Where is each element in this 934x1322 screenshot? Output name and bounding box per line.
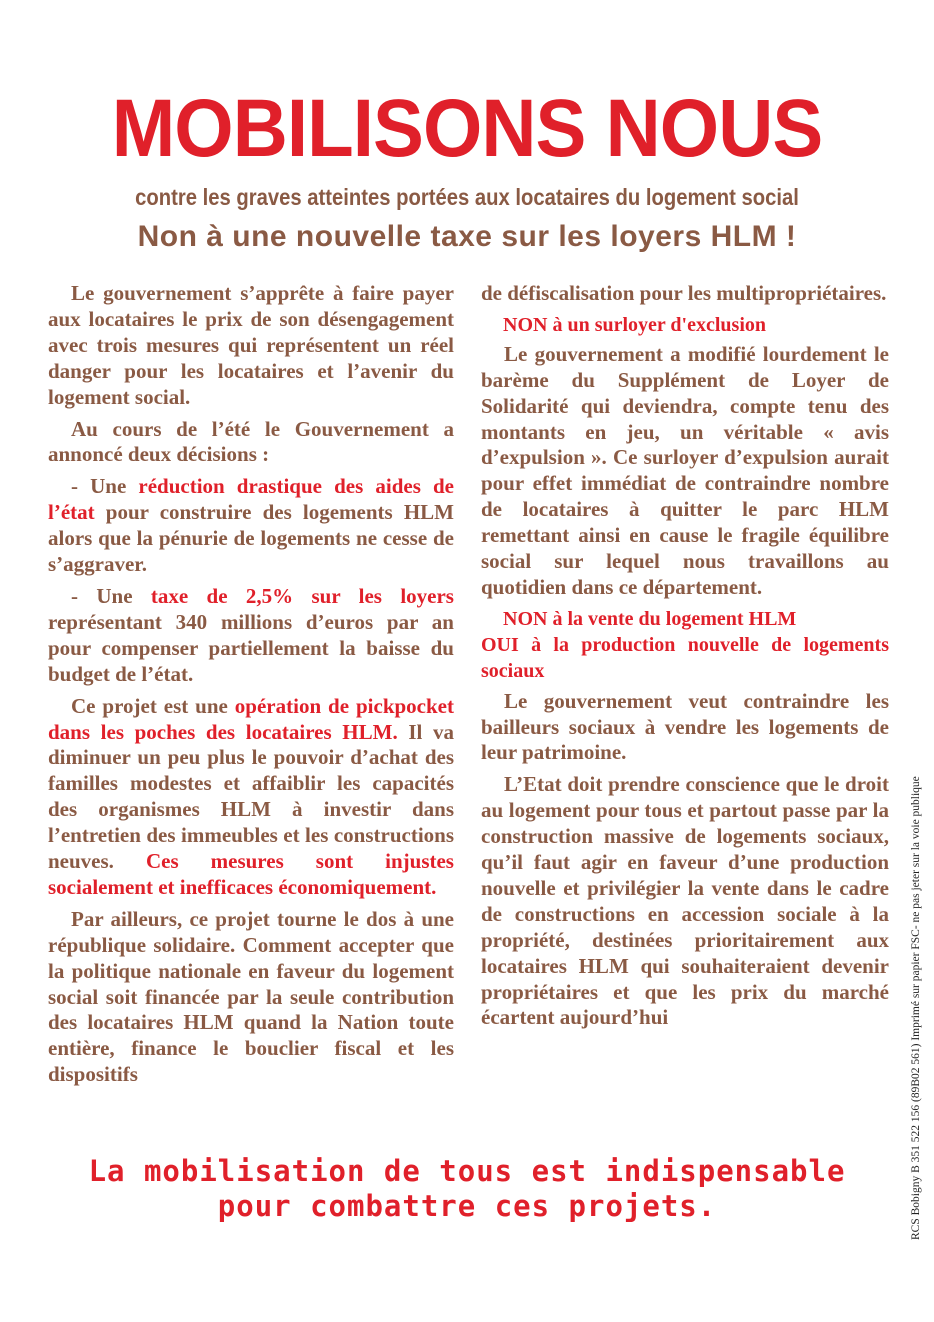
- legal-side-note: RCS Bobigny B 351 522 156 (89B02 561) Imprimé sur papier FSC- ne pas jeter sur la voie publique: [910, 776, 922, 1240]
- project-paragraph: Ce projet est une opération de pickpocket dans les poches des locataires HLM. Il va diminuer un peu plus le pouvoir d’achat des familles modestes et affaiblir les capacités des organismes HLM à investir dans l’entretien des immeubles et les constructions neuves. Ces mesures sont injustes socialement et inefficaces économiquement.: [48, 693, 454, 899]
- measure-1-highlight: réduction drastique des aides de l’état: [48, 474, 454, 525]
- surloyer-heading: NON à un surloyer d'exclusion: [503, 313, 766, 336]
- footer-line-1: La mobilisation de tous est indispensable: [88, 1154, 846, 1188]
- footer-call-to-action: [0, 1154, 934, 1224]
- measure-1-paragraph: - Une réduction drastique des aides de l’état pour construire des logements HLM alors que la pénurie de logements ne cesse de s’aggraver.: [48, 474, 454, 577]
- pickpocket-highlight: opération de pickpocket dans les poches des locataires HLM.: [48, 693, 454, 744]
- surloyer-paragraph: Le gouvernement a modifié lourdement le barème du Supplément de Loyer de Solidarité qui deviendra, compte tenu des montants en jeu, un véritable « avis d’expulsion ». Ce surloyer d’expulsion aurait pour effet immédiat de contraindre nombre de locataires à quitter le parc HLM remettant ainsi en cause le fragile équilibre social sur lequel nous travaillons au quotidien dans ce département.: [481, 341, 889, 599]
- right-column: [481, 281, 889, 1037]
- page-title: MOBILISONS NOUS: [111, 83, 823, 174]
- footer-line-2: pour combattre ces projets.: [217, 1189, 717, 1223]
- left-column: [48, 281, 454, 1094]
- subtitle: contre les graves atteintes portées aux locataires du logement social: [135, 184, 799, 210]
- intro-paragraph: Le gouvernement s’apprête à faire payer aux locataires le prix de son désengagement avec trois mesures qui représentent un réel danger pour les locataires et l’avenir du logement social.: [48, 281, 454, 409]
- vente-heading: NON à la vente du logement HLM OUI à la production nouvelle de logements sociaux: [481, 607, 889, 682]
- republic-paragraph: Par ailleurs, ce projet tourne le dos à une république solidaire. Comment accepter que la politique nationale en faveur du logement social soit financée par la seule contribution des locataires HLM quand la Nation toute entière, finance le bouclier fiscal et les dispositifs: [48, 906, 454, 1087]
- etat-paragraph: L’Etat doit prendre conscience que le droit au logement pour tous et partout passe par la construction massive de logements sociaux, qu’il faut agir en faveur d’une production nouvelle et privilégier la vente dans le cadre de constructions en accession sociale à la propriété, destinées prioritairement aux locataires HLM qui souhaiteraient devenir propriétaires et que les prix du marché écartent aujourd’hui: [481, 772, 889, 1030]
- injustice-highlight: Ces mesures sont injustes socialement et inefficaces économiquement.: [48, 849, 454, 899]
- vente-paragraph: Le gouvernement veut contraindre les bailleurs sociaux à vendre les logements de leur patrimoine.: [481, 688, 889, 765]
- measure-2-highlight: taxe de 2,5% sur les loyers: [150, 583, 454, 608]
- announcement-paragraph: Au cours de l’été le Gouvernement a annoncé deux décisions :: [48, 416, 454, 467]
- measure-2-paragraph: - Une taxe de 2,5% sur les loyers représentant 340 millions d’euros par an pour compenser partiellement la baisse du budget de l’état.: [48, 583, 454, 686]
- continuation-paragraph: de défiscalisation pour les multipropriétaires.: [481, 281, 887, 305]
- headline: Non à une nouvelle taxe sur les loyers HLM !: [137, 220, 797, 253]
